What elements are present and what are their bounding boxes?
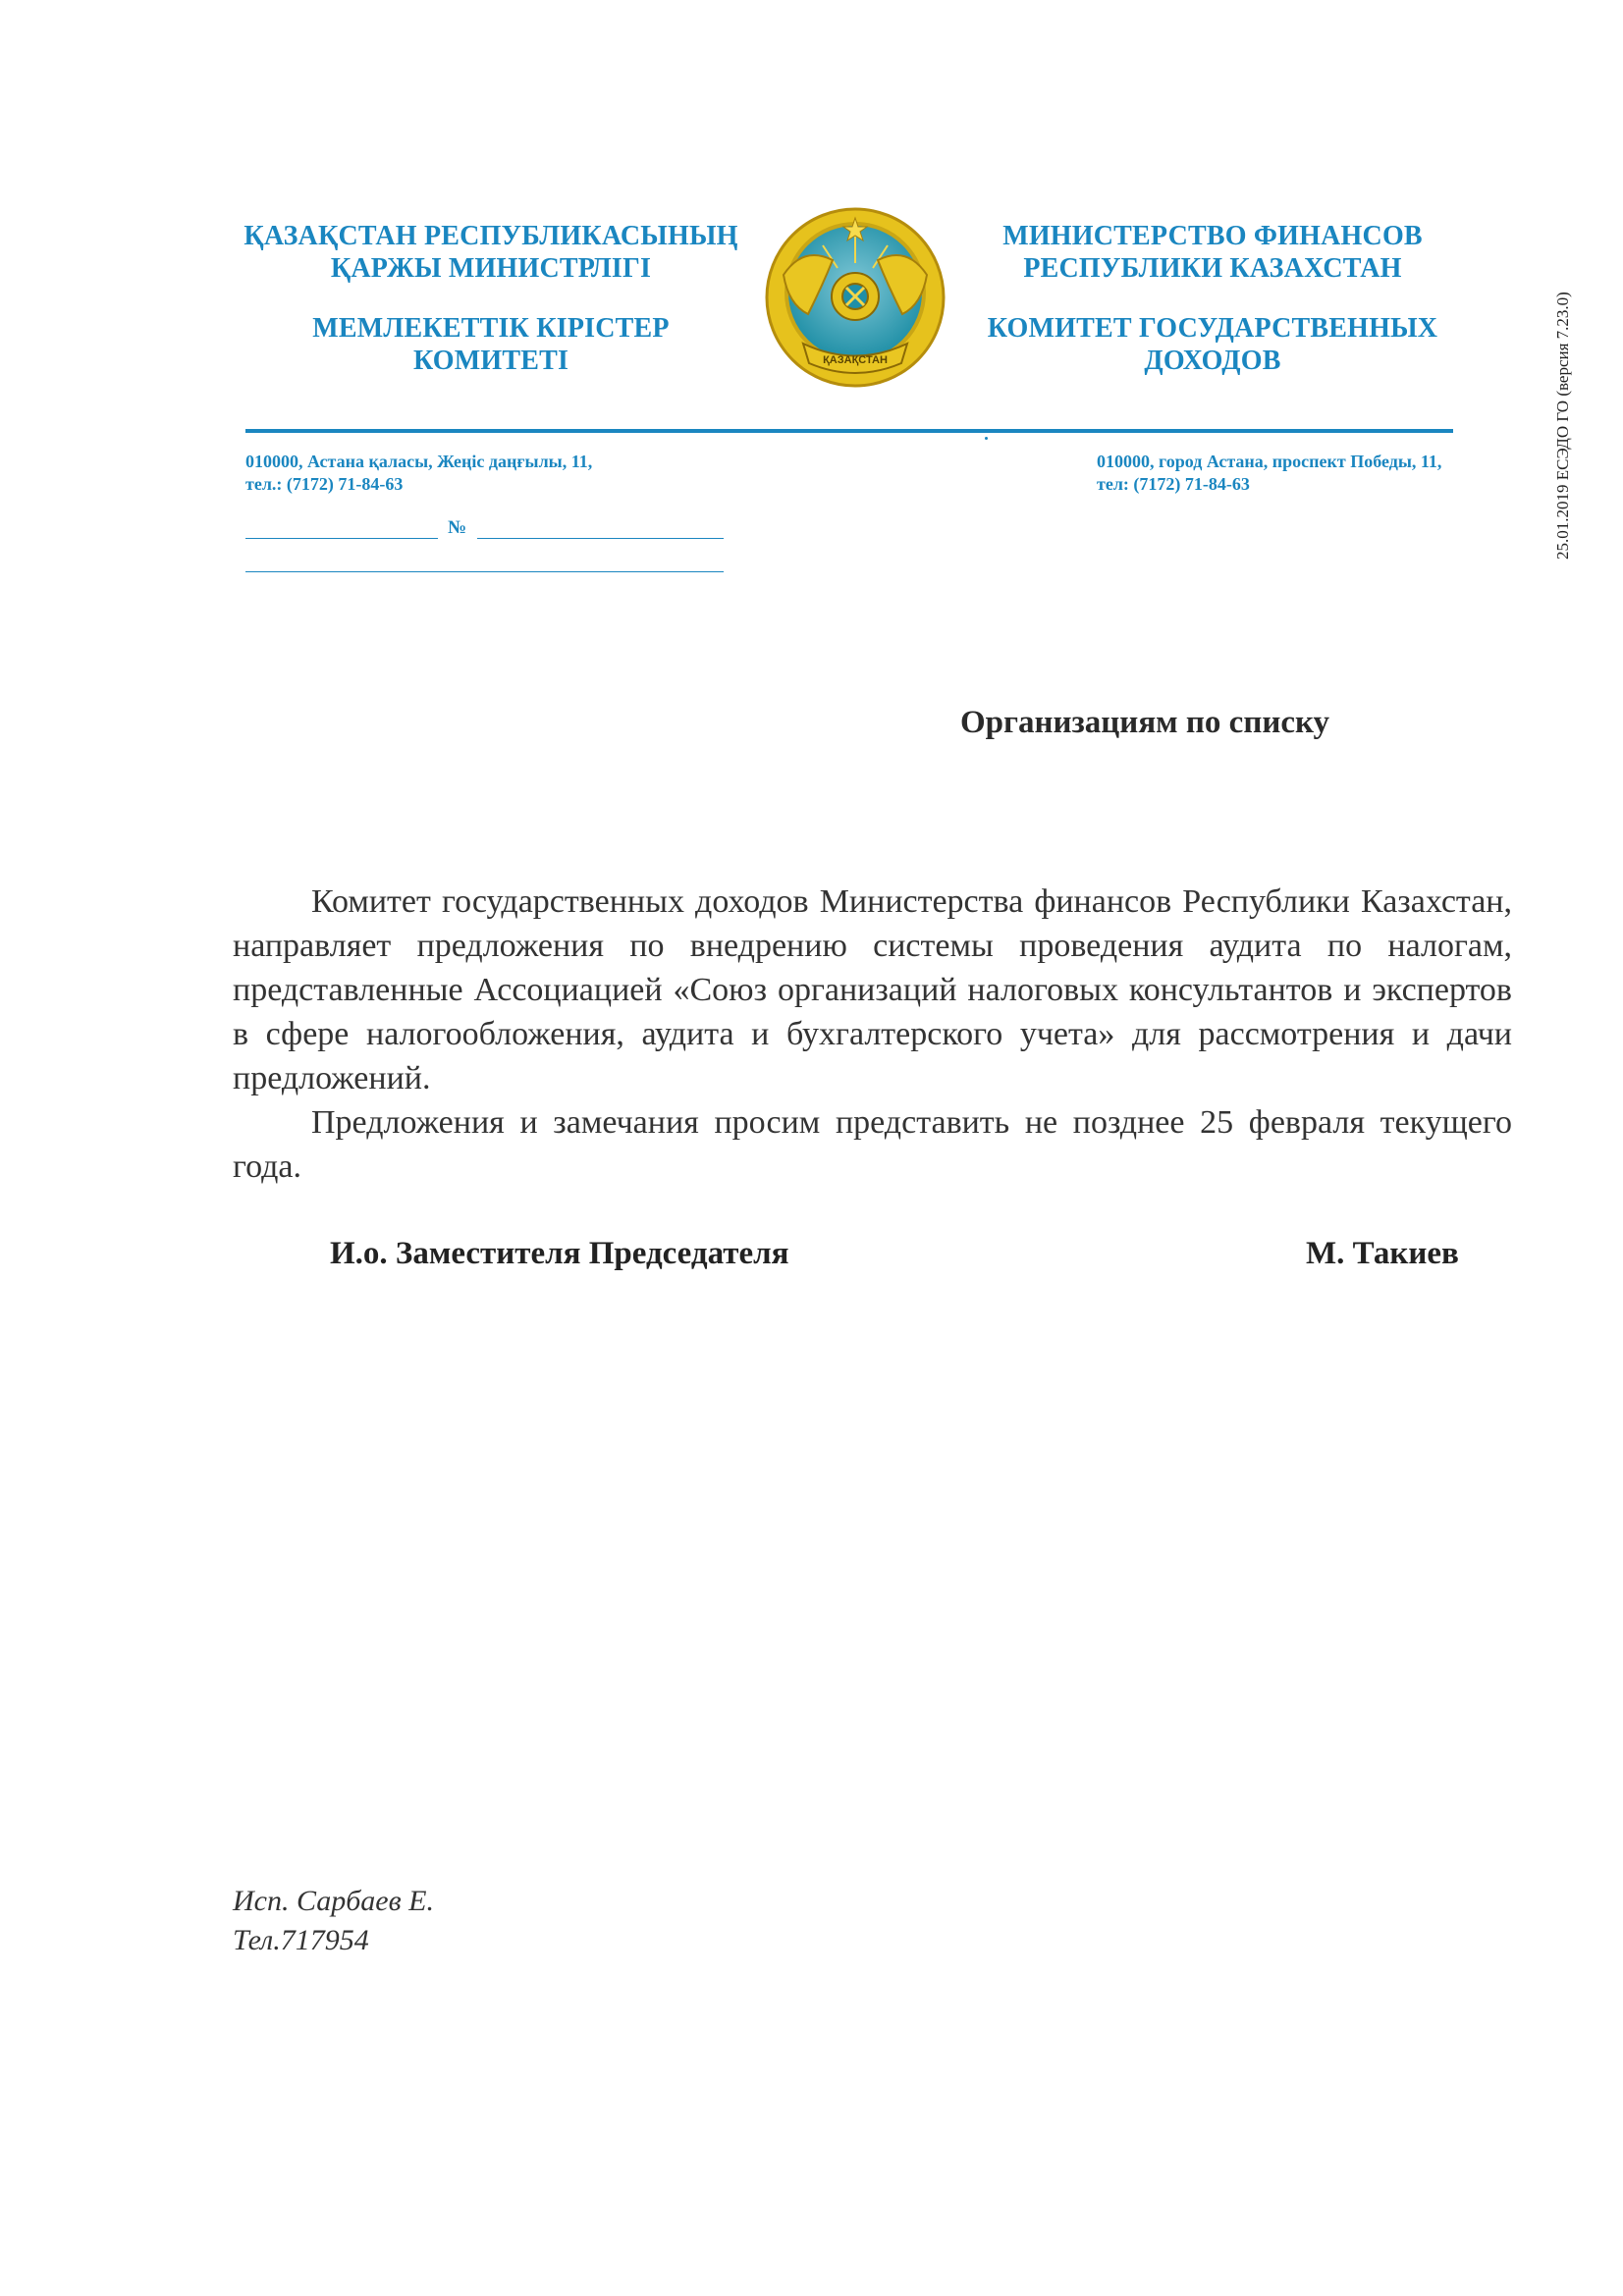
left-ministry-line2: ҚАРЖЫ МИНИСТРЛІГІ [330, 253, 652, 284]
left-committee-line2: КОМИТЕТІ [412, 346, 569, 376]
letter-body [233, 880, 1512, 1189]
executor-phone: Тел.717954 [233, 1924, 369, 1956]
body-paragraph-1: Комитет государственных доходов Министерства финансов Республики Казахстан, направляет предложения по внедрению системы проведения аудита по налогам, представленные Ассоциацией «Союз организаций налоговых консультантов и экспертов в сфере налогообложения, аудита и бухгалтерского учета» для рассмотрения и дачи предложений. [233, 883, 1512, 1096]
number-blank-line [477, 538, 724, 539]
right-ministry-name [957, 220, 1468, 285]
number-sign: № [448, 517, 467, 538]
body-paragraph-2: Предложения и замечания просим представить не позднее 25 февраля текущего года. [233, 1104, 1512, 1185]
left-committee-line1: МЕМЛЕКЕТТІК КІРІСТЕР [312, 313, 670, 344]
right-ministry-line1: МИНИСТЕРСТВО ФИНАНСОВ [1002, 221, 1423, 251]
right-committee-line1: КОМИТЕТ ГОСУДАРСТВЕННЫХ [987, 313, 1438, 344]
left-committee-name [226, 312, 756, 377]
right-committee-line2: ДОХОДОВ [1144, 346, 1281, 376]
left-ministry-name [226, 220, 756, 285]
address-kazakh-phone: тел.: (7172) 71-84-63 [245, 474, 404, 494]
address-russian-phone: тел: (7172) 71-84-63 [1097, 474, 1250, 494]
date-blank-line [245, 538, 438, 539]
state-emblem-icon [764, 206, 947, 389]
registration-number-row [245, 517, 724, 541]
right-ministry-line2: РЕСПУБЛИКИ КАЗАХСТАН [1023, 253, 1402, 284]
edms-side-stamp: 25.01.2019 ЕСЭДО ГО (версия 7.23.0) [1553, 292, 1572, 560]
right-committee-name [957, 312, 1468, 377]
address-russian [1097, 451, 1470, 496]
recipient: Организациям по списку [960, 705, 1330, 740]
header-divider [245, 429, 1453, 433]
signatory-name: М. Такиев [1306, 1236, 1459, 1271]
left-ministry-line1: ҚАЗАҚСТАН РЕСПУБЛИКАСЫНЫҢ [243, 221, 738, 251]
address-russian-line1: 010000, город Астана, проспект Победы, 11, [1097, 452, 1442, 471]
emblem-ribbon-label: ҚАЗАҚСТАН [823, 354, 888, 366]
signatory-title: И.о. Заместителя Председателя [330, 1236, 789, 1271]
executor-info [233, 1882, 434, 1960]
address-kazakh [245, 451, 677, 496]
address-kazakh-line1: 010000, Астана қаласы, Жеңіс даңғылы, 11, [245, 452, 593, 471]
reference-blank-line [245, 571, 724, 572]
divider-dot [985, 437, 988, 440]
executor-name: Исп. Сарбаев Е. [233, 1885, 434, 1917]
